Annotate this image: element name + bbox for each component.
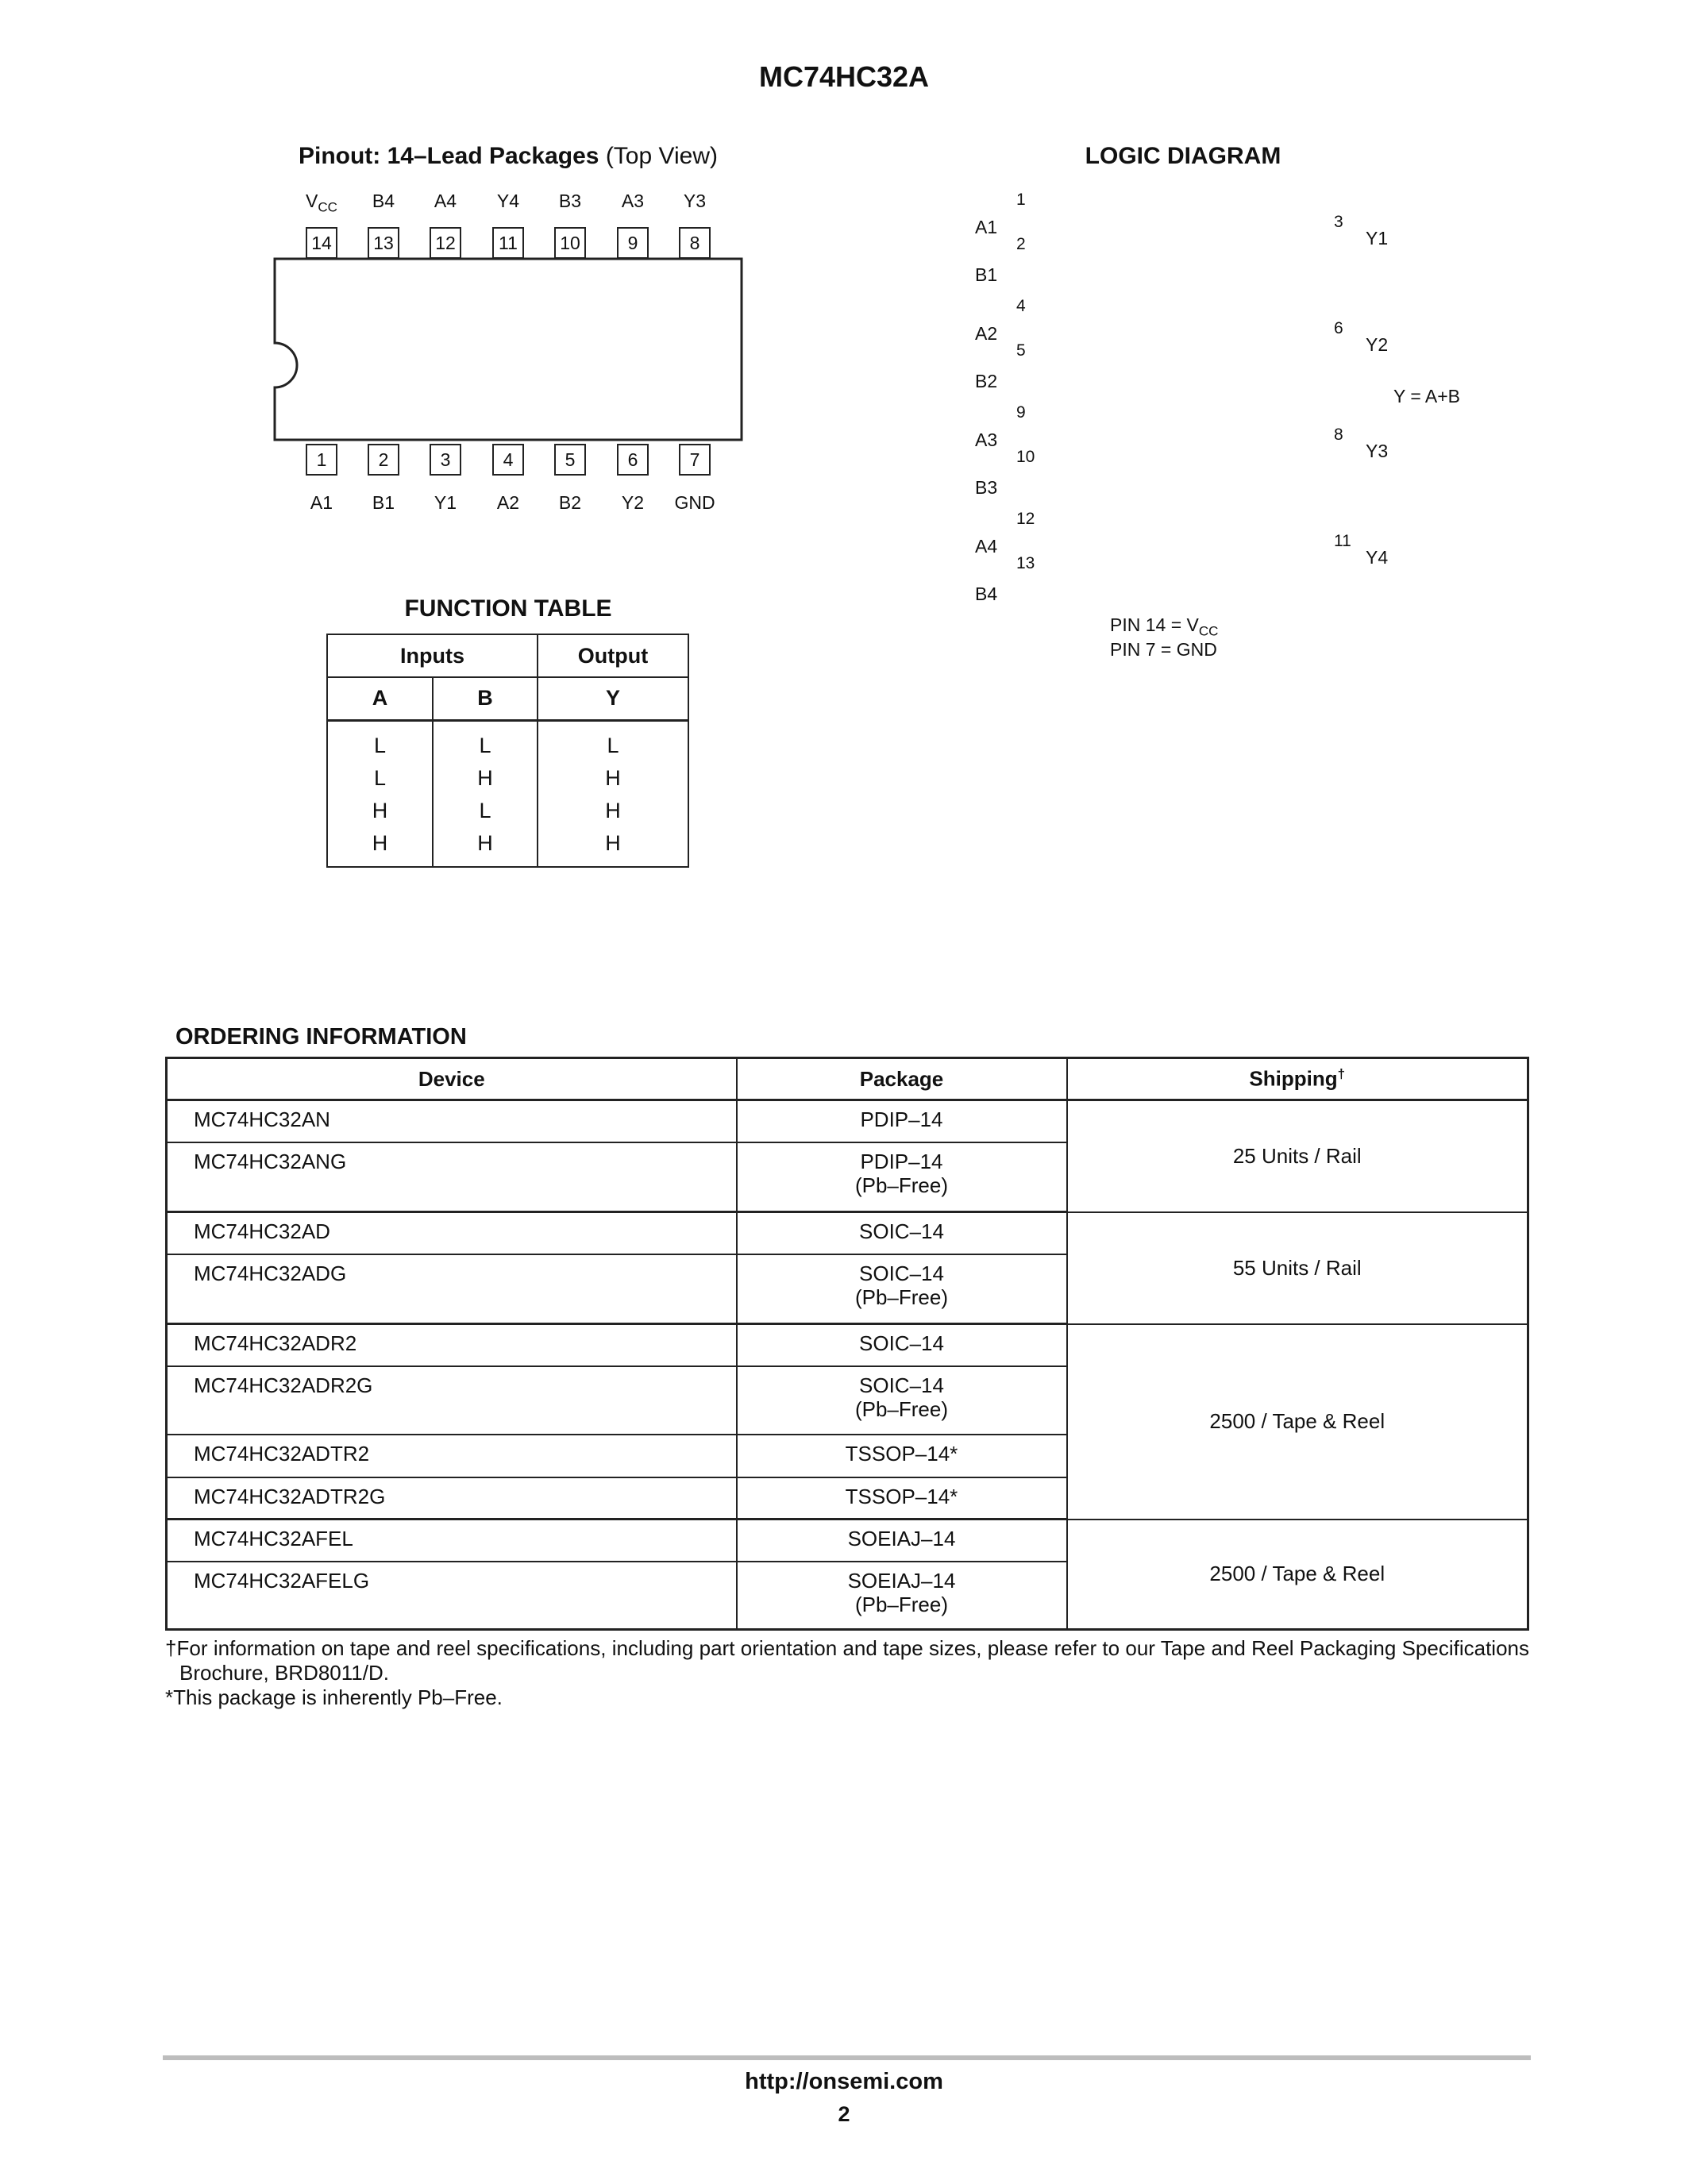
y-value: H [605,765,621,790]
pin-number-box: 7 [679,444,711,476]
a-value: H [372,830,388,855]
gate-output-label: Y4 [1366,547,1389,568]
ordering-title: ORDERING INFORMATION [175,1024,467,1050]
function-table-title: FUNCTION TABLE [404,595,612,622]
package-line: SOIC–14 [859,1219,944,1243]
gate-pin-number: 9 [1016,403,1026,422]
b-value: L [479,733,491,757]
gate-pin-number: 2 [1016,235,1026,253]
device-header: Device [167,1058,737,1100]
ordering-table [165,1057,1529,1631]
device-cell: MC74HC32ADR2 [167,1324,737,1366]
gate-pin-number: 10 [1016,448,1035,466]
pin-number-box: 9 [617,227,649,259]
pin-label-text: V [306,191,318,211]
pin-label-bottom: B2 [558,492,582,513]
device-cell: MC74HC32AD [167,1212,737,1254]
package-line-2: (Pb–Free) [854,1173,949,1197]
package-line: SOIC–14 [859,1373,944,1397]
pin-number-box: 13 [368,227,399,259]
gate-output-label: Y2 [1366,334,1389,355]
col-b-header: B [433,677,538,720]
gate-pin-number: 1 [1016,191,1026,209]
logic-gates-svg [0,0,794,635]
package-cell [737,1477,1067,1520]
package-line-2: (Pb–Free) [854,1592,949,1616]
package-line: TSSOP–14* [845,1441,958,1466]
a-value: L [373,733,387,757]
pinout-title-bold: Pinout: 14–Lead Packages [298,143,599,169]
package-line: PDIP–14 [860,1149,943,1173]
gate-input-label: B3 [975,477,998,498]
y-value: H [605,830,621,855]
gate-pin-number: 12 [1016,510,1035,528]
pin-number-box: 2 [368,444,399,476]
shipping-cell: 25 Units / Rail [1067,1100,1528,1212]
shipping-header [1067,1058,1528,1100]
col-a-header: A [327,677,433,720]
col-a-values [327,720,433,867]
package-cell [737,1212,1067,1254]
page-number: 2 [838,2102,850,2126]
pin-number-box: 8 [679,227,711,259]
pin-number-box: 14 [306,227,337,259]
gate-input-label: B2 [975,371,998,391]
gate-pin-number: 3 [1334,213,1343,231]
package-cell [737,1324,1067,1366]
package-line: TSSOP–14* [845,1484,958,1508]
gate-pin-number: 6 [1334,319,1343,337]
pin-number-box: 12 [430,227,461,259]
package-cell [737,1100,1067,1142]
gate-input-label: A2 [975,323,998,344]
gate-pin-number: 4 [1016,297,1026,315]
device-cell: MC74HC32AFELG [167,1562,737,1630]
col-y-header: Y [538,677,688,720]
y-value: L [607,733,619,757]
col-y-values [538,720,688,867]
gate-input-label: B4 [975,584,998,604]
package-header: Package [737,1058,1067,1100]
device-cell: MC74HC32ADTR2 [167,1435,737,1477]
pin-label-text: A4 [434,191,457,211]
gate-input-label: A4 [975,536,998,557]
pin14-sub: CC [1198,623,1219,639]
package-line-2: (Pb–Free) [854,1396,949,1421]
pin-label-text: Y3 [683,191,707,211]
package-cell [737,1366,1067,1435]
pin14-note [1110,614,1218,640]
package-line: SOIC–14 [859,1331,944,1355]
shipping-header-label: Shipping [1249,1066,1338,1091]
a-value: L [373,765,387,790]
gate-pin-number: 11 [1334,532,1351,550]
pin-number-box: 3 [430,444,461,476]
shipping-cell: 55 Units / Rail [1067,1212,1528,1324]
gate-pin-number: 8 [1334,426,1343,444]
package-line: SOIC–14 [859,1261,944,1285]
logic-diagram-title: LOGIC DIAGRAM [1085,143,1281,169]
pin-label-bottom: B1 [372,492,395,513]
pin-label-bottom: Y1 [434,492,457,513]
pin14-prefix: PIN 14 = V [1110,614,1199,635]
pin7-note: PIN 7 = GND [1110,639,1217,660]
package-cell [737,1520,1067,1562]
footer-divider [163,2055,1531,2060]
b-value: H [477,830,493,855]
pin-label-bottom: GND [674,492,715,513]
package-cell [737,1562,1067,1630]
pin-label-text: B4 [372,191,395,211]
package-line: PDIP–14 [860,1107,943,1131]
device-cell: MC74HC32ADTR2G [167,1477,737,1520]
col-b-values [433,720,538,867]
page-title: MC74HC32A [758,60,930,93]
output-header: Output [538,634,688,677]
footnote-tape-reel: †For information on tape and reel specifications, including part orientation and tape sizes, please refer to our Tape and Reel Packaging Specifications Brochure, BRD8011/D. [165,1636,1529,1685]
pin-label-bottom: A1 [310,492,333,513]
pinout-title-normal: (Top View) [599,143,718,169]
package-cell [737,1254,1067,1324]
package-line-2: (Pb–Free) [854,1285,949,1309]
function-table [326,634,689,868]
footnote-pb-free: *This package is inherently Pb–Free. [165,1685,503,1709]
pin-number-box: 5 [554,444,586,476]
pin-label-text: A3 [621,191,645,211]
device-cell: MC74HC32AFEL [167,1520,737,1562]
pin-number-box: 11 [492,227,524,259]
pin-number-box: 1 [306,444,337,476]
pin-number-box: 6 [617,444,649,476]
package-line: SOEIAJ–14 [847,1568,956,1593]
inputs-header: Inputs [327,634,538,677]
logic-equation: Y = A+B [1393,386,1460,406]
pin-number-box: 4 [492,444,524,476]
b-value: L [479,798,491,822]
device-cell: MC74HC32AN [167,1100,737,1142]
gate-input-label: B1 [975,264,998,285]
gate-input-label: A3 [975,429,998,450]
pin-number-box: 10 [554,227,586,259]
gate-input-label: A1 [975,217,998,237]
pin-label-bottom: A2 [496,492,520,513]
a-value: H [372,798,388,822]
gate-output-label: Y3 [1366,441,1389,461]
gate-output-label: Y1 [1366,228,1389,248]
pin-label-subscript: CC [318,199,337,215]
pin-label-bottom: Y2 [621,492,645,513]
shipping-dagger: † [1337,1066,1346,1082]
footer-url: http://onsemi.com [745,2069,943,2094]
device-cell: MC74HC32ADG [167,1254,737,1324]
shipping-cell: 2500 / Tape & Reel [1067,1324,1528,1520]
b-value: H [477,765,493,790]
package-cell [737,1142,1067,1212]
y-value: H [605,798,621,822]
gate-pin-number: 5 [1016,341,1026,360]
shipping-cell: 2500 / Tape & Reel [1067,1520,1528,1630]
device-cell: MC74HC32ADR2G [167,1366,737,1435]
gate-pin-number: 13 [1016,554,1035,572]
device-cell: MC74HC32ANG [167,1142,737,1212]
pin-label-text: Y4 [496,191,520,211]
package-line: SOEIAJ–14 [847,1527,956,1550]
pin-label-text: B3 [558,191,582,211]
package-cell [737,1435,1067,1477]
